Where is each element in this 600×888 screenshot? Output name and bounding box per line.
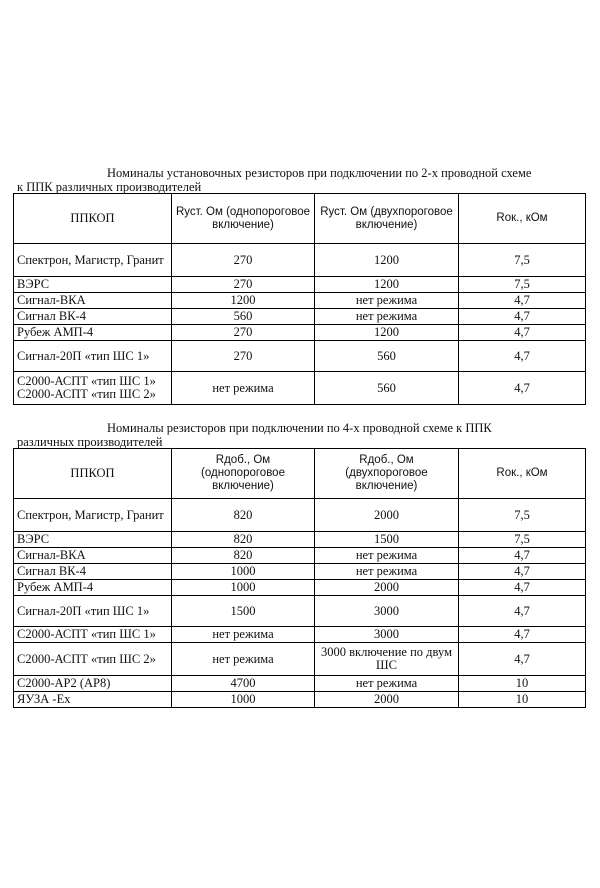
table-row <box>14 676 586 692</box>
table-row <box>14 244 586 277</box>
device-name-cell: ВЭРС <box>14 532 172 548</box>
table2-caption-line1: Номиналы резисторов при подключении по 4-х проводной схеме к ППК <box>107 421 492 435</box>
value-cell: 270 <box>172 325 315 341</box>
value-cell: 4,7 <box>459 596 586 627</box>
value-cell: 3000 включение по двум ШС <box>315 643 459 676</box>
value-cell: 270 <box>172 277 315 293</box>
value-cell: 1500 <box>172 596 315 627</box>
value-cell: 3000 <box>315 596 459 627</box>
table-row <box>14 580 586 596</box>
device-name-cell: Сигнал ВК-4 <box>14 564 172 580</box>
header-cell: Rдоб., Ом (однопороговое включение) <box>172 449 315 499</box>
table2-caption-line2: различных производителей <box>17 435 163 449</box>
device-name-cell: Сигнал ВК-4 <box>14 309 172 325</box>
device-name-cell: Рубеж АМП-4 <box>14 580 172 596</box>
header-cell: Rдоб., Ом (двухпороговое включение) <box>315 449 459 499</box>
header-cell: Rуст. Ом (двухпороговое включение) <box>315 194 459 244</box>
resistor-table-2-wire <box>13 193 586 405</box>
table1-caption-line1: Номиналы установочных резисторов при подключении по 2-х проводной схеме <box>107 166 532 180</box>
value-cell: 1000 <box>172 564 315 580</box>
value-cell: 2000 <box>315 692 459 708</box>
value-cell: 560 <box>315 341 459 372</box>
value-cell: нет режима <box>172 372 315 405</box>
value-cell: 820 <box>172 532 315 548</box>
table-row <box>14 596 586 627</box>
value-cell: 4,7 <box>459 341 586 372</box>
table-row <box>14 293 586 309</box>
table-row <box>14 692 586 708</box>
value-cell: 1500 <box>315 532 459 548</box>
value-cell: 820 <box>172 548 315 564</box>
device-name-cell: ВЭРС <box>14 277 172 293</box>
value-cell: нет режима <box>315 309 459 325</box>
table-row <box>14 564 586 580</box>
table2-caption <box>17 421 582 449</box>
table-row <box>14 499 586 532</box>
value-cell: 270 <box>172 341 315 372</box>
value-cell: 4,7 <box>459 627 586 643</box>
table-row <box>14 372 586 405</box>
value-cell: 2000 <box>315 580 459 596</box>
value-cell: 7,5 <box>459 499 586 532</box>
value-cell: 7,5 <box>459 244 586 277</box>
value-cell: 10 <box>459 676 586 692</box>
value-cell: 4,7 <box>459 564 586 580</box>
value-cell: нет режима <box>315 564 459 580</box>
device-name-cell: Сигнал-20П «тип ШС 1» <box>14 341 172 372</box>
table-row <box>14 277 586 293</box>
device-name-cell: С2000-АР2 (АР8) <box>14 676 172 692</box>
device-name-cell: Рубеж АМП-4 <box>14 325 172 341</box>
value-cell: 7,5 <box>459 277 586 293</box>
value-cell: 1000 <box>172 580 315 596</box>
value-cell: 1200 <box>315 277 459 293</box>
value-cell: 4700 <box>172 676 315 692</box>
value-cell: 4,7 <box>459 325 586 341</box>
value-cell: нет режима <box>315 548 459 564</box>
header-cell: Rок., кОм <box>459 449 586 499</box>
device-name-cell: С2000-АСПТ «тип ШС 1» С2000-АСПТ «тип ШС 2» <box>14 372 172 405</box>
device-name-cell: С2000-АСПТ «тип ШС 2» <box>14 643 172 676</box>
table1-caption-line2: к ППК различных производителей <box>17 180 202 194</box>
value-cell: нет режима <box>172 643 315 676</box>
table-row <box>14 341 586 372</box>
value-cell: 4,7 <box>459 580 586 596</box>
device-name-cell: Сигнал-ВКА <box>14 293 172 309</box>
value-cell: 4,7 <box>459 309 586 325</box>
table-row <box>14 532 586 548</box>
value-cell: нет режима <box>172 627 315 643</box>
value-cell: 270 <box>172 244 315 277</box>
table-row <box>14 548 586 564</box>
header-cell: ППКОП <box>14 449 172 499</box>
value-cell: 4,7 <box>459 548 586 564</box>
device-name-cell: Спектрон, Магистр, Гранит <box>14 244 172 277</box>
table1-caption <box>17 166 582 194</box>
value-cell: 4,7 <box>459 643 586 676</box>
header-cell: Rок., кОм <box>459 194 586 244</box>
table-header-row <box>14 194 586 244</box>
value-cell: 1200 <box>172 293 315 309</box>
value-cell: 820 <box>172 499 315 532</box>
value-cell: 1200 <box>315 244 459 277</box>
value-cell: 560 <box>172 309 315 325</box>
value-cell: 7,5 <box>459 532 586 548</box>
header-cell: Rуст. Ом (однопороговое включение) <box>172 194 315 244</box>
value-cell: 10 <box>459 692 586 708</box>
header-cell: ППКОП <box>14 194 172 244</box>
value-cell: 4,7 <box>459 372 586 405</box>
value-cell: 3000 <box>315 627 459 643</box>
value-cell: 560 <box>315 372 459 405</box>
value-cell: 4,7 <box>459 293 586 309</box>
value-cell: 1200 <box>315 325 459 341</box>
table-row <box>14 627 586 643</box>
table-row <box>14 643 586 676</box>
resistor-table-4-wire <box>13 448 586 708</box>
device-name-cell: С2000-АСПТ «тип ШС 1» <box>14 627 172 643</box>
value-cell: нет режима <box>315 676 459 692</box>
device-name-cell: Сигнал-20П «тип ШС 1» <box>14 596 172 627</box>
table-header-row <box>14 449 586 499</box>
device-name-cell: Спектрон, Магистр, Гранит <box>14 499 172 532</box>
value-cell: нет режима <box>315 293 459 309</box>
table-row <box>14 309 586 325</box>
value-cell: 2000 <box>315 499 459 532</box>
device-name-cell: ЯУЗА -Ex <box>14 692 172 708</box>
value-cell: 1000 <box>172 692 315 708</box>
table-row <box>14 325 586 341</box>
device-name-cell: Сигнал-ВКА <box>14 548 172 564</box>
